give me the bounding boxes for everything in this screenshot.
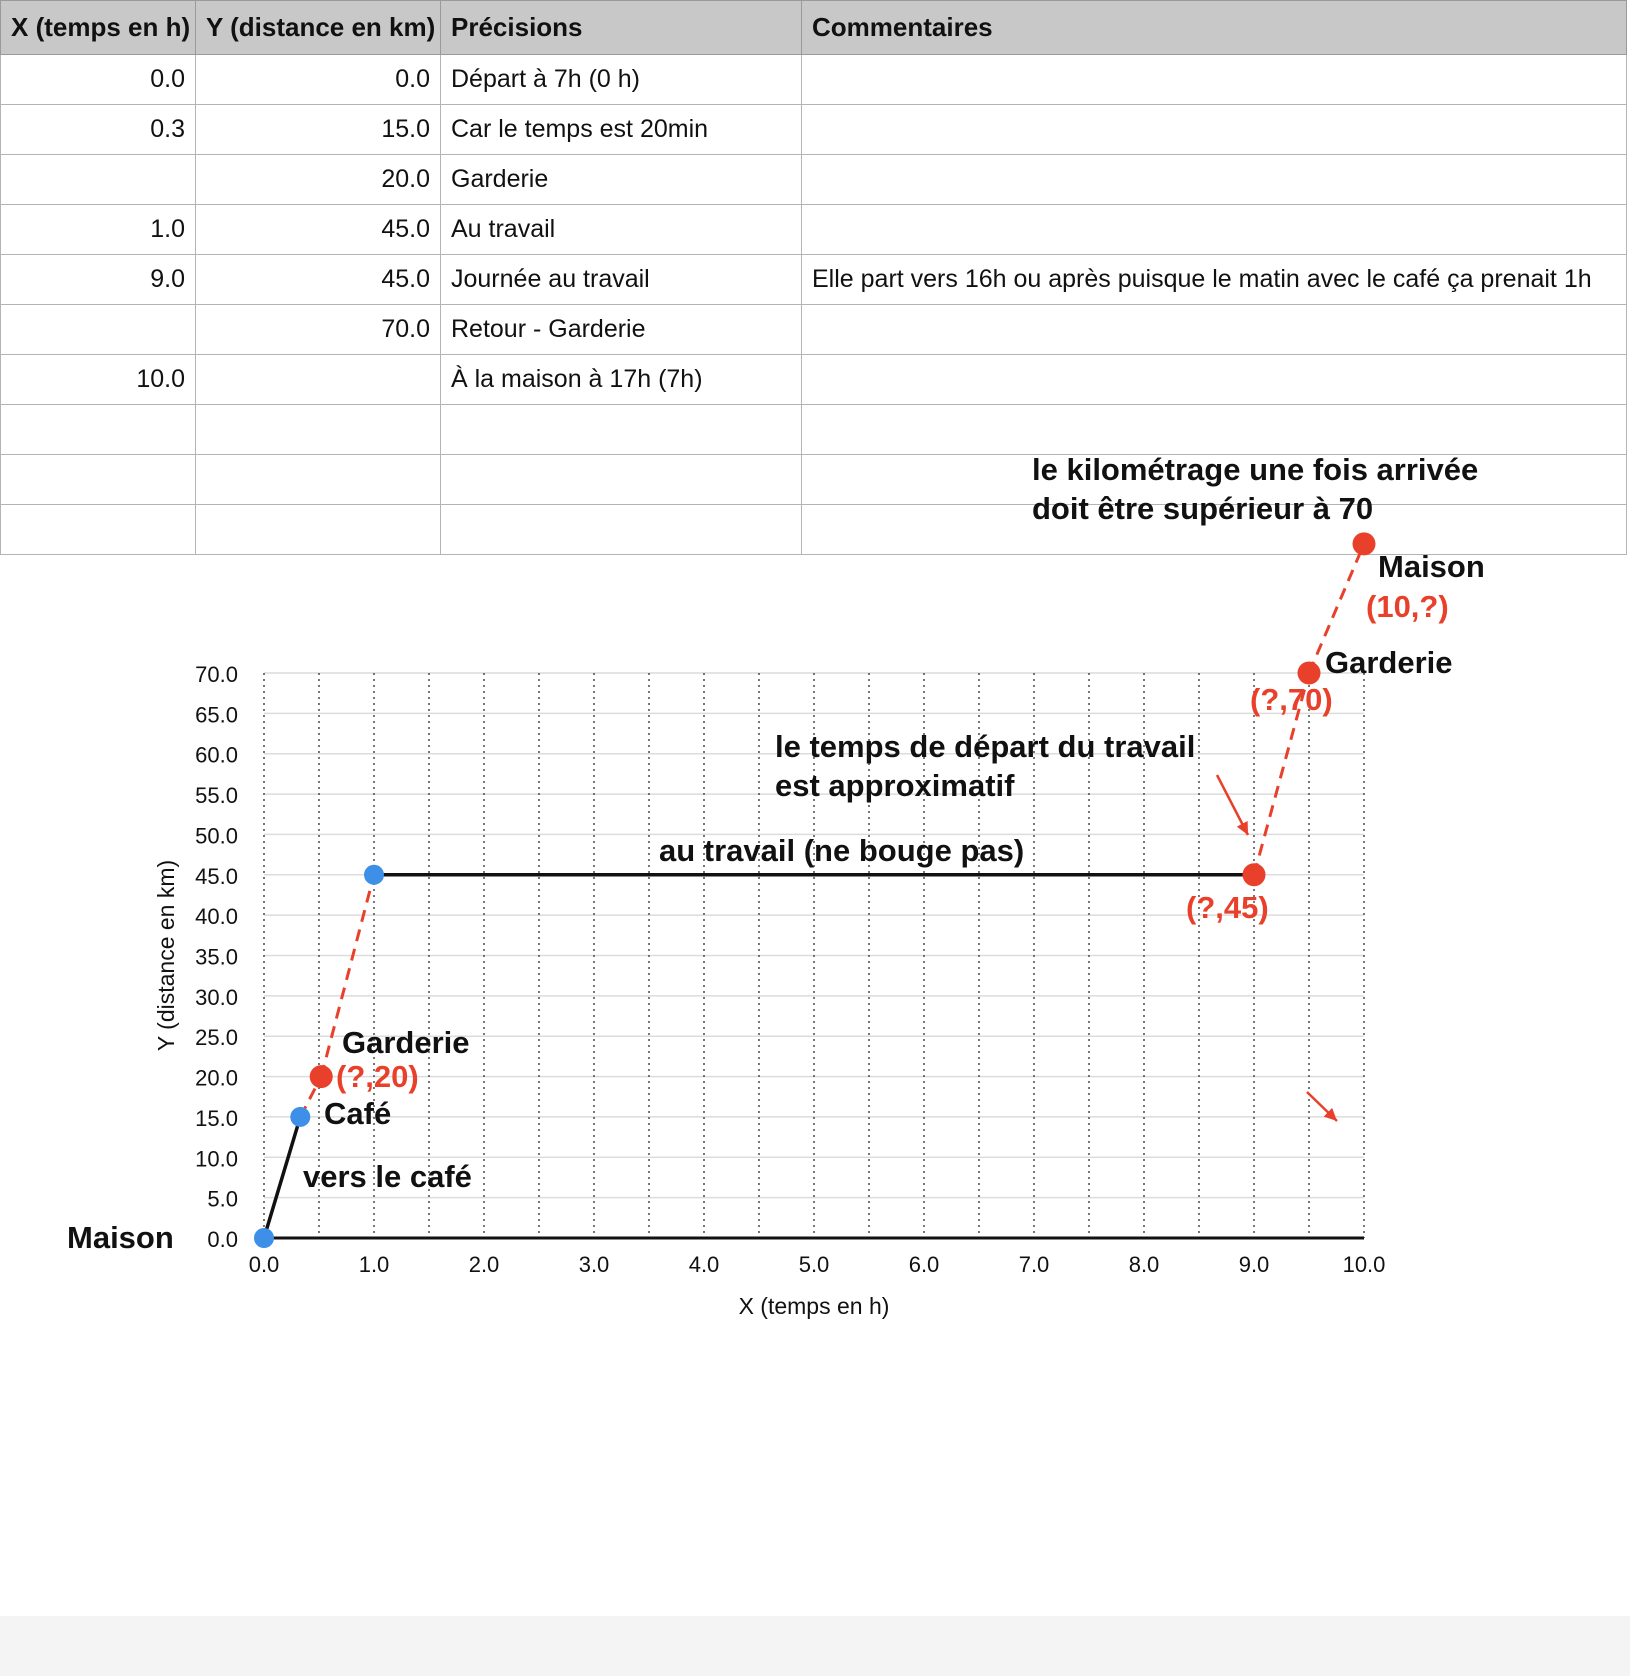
cell-commentaires[interactable] — [802, 155, 1627, 205]
depart-note-line-1: le temps de départ du travail — [775, 729, 1196, 764]
cell-precisions[interactable]: Départ à 7h (0 h) — [441, 55, 802, 105]
data-point — [290, 1107, 310, 1127]
maison-start-label: Maison — [67, 1220, 174, 1255]
cell-x[interactable] — [1, 505, 196, 555]
cell-precisions[interactable] — [441, 405, 802, 455]
data-point — [254, 1228, 274, 1248]
table-row — [1, 155, 1627, 205]
cell-precisions[interactable]: Journée au travail — [441, 255, 802, 305]
estimated-data-point — [1243, 863, 1266, 886]
cell-x[interactable] — [1, 305, 196, 355]
estimated-data-point — [1353, 532, 1376, 555]
x-tick-label: 3.0 — [578, 1252, 610, 1277]
cell-x[interactable] — [1, 155, 196, 205]
y-tick-label: 70.0 — [195, 662, 238, 687]
cell-precisions[interactable] — [441, 505, 802, 555]
garderie-evening-label: Garderie — [1325, 645, 1453, 680]
cell-y[interactable]: 45.0 — [196, 205, 441, 255]
cell-y[interactable]: 15.0 — [196, 105, 441, 155]
cell-commentaires[interactable] — [802, 405, 1627, 455]
x-tick-label: 0.0 — [248, 1252, 280, 1277]
cell-precisions[interactable]: Garderie — [441, 155, 802, 205]
column-header-y[interactable]: Y (distance en km) — [196, 1, 441, 55]
x-tick-label: 8.0 — [1128, 1252, 1160, 1277]
cell-commentaires[interactable] — [802, 105, 1627, 155]
cell-precisions[interactable]: Car le temps est 20min — [441, 105, 802, 155]
cafe-label: Café — [324, 1096, 392, 1131]
cell-x[interactable]: 9.0 — [1, 255, 196, 305]
table-row — [1, 405, 1627, 455]
column-header-x[interactable]: X (temps en h) — [1, 1, 196, 55]
y-tick-label: 35.0 — [195, 944, 238, 970]
table-row — [1, 305, 1627, 355]
y-tick-label: 45.0 — [195, 863, 238, 889]
cell-commentaires[interactable] — [802, 355, 1627, 405]
y-tick-label: 0.0 — [207, 1227, 238, 1252]
y-tick-label: 20.0 — [195, 1065, 238, 1091]
cell-y[interactable]: 20.0 — [196, 155, 441, 205]
cell-commentaires[interactable]: Elle part vers 16h ou après puisque le matin avec le café ça prenait 1h — [802, 255, 1627, 305]
cell-precisions[interactable]: Retour - Garderie — [441, 305, 802, 355]
cell-x[interactable]: 10.0 — [1, 355, 196, 405]
unknown-70-label: (?,70) — [1250, 682, 1333, 717]
cell-x[interactable] — [1, 405, 196, 455]
cell-y[interactable] — [196, 355, 441, 405]
cell-commentaires[interactable] — [802, 305, 1627, 355]
cell-y[interactable]: 70.0 — [196, 305, 441, 355]
x-tick-label: 9.0 — [1238, 1252, 1270, 1277]
y-tick-label: 15.0 — [195, 1105, 238, 1131]
unknown-10-label: (10,?) — [1366, 589, 1449, 624]
vers-le-cafe-label: vers le café — [303, 1159, 472, 1194]
column-header-precisions[interactable]: Précisions — [441, 1, 802, 55]
table-row — [1, 205, 1627, 255]
header-row — [1, 1, 1627, 55]
table-row — [1, 55, 1627, 105]
y-tick-label: 65.0 — [195, 702, 238, 728]
y-tick-label: 50.0 — [195, 823, 238, 849]
table-row — [1, 105, 1627, 155]
cell-x[interactable]: 0.0 — [1, 55, 196, 105]
annotation-arrows — [1217, 775, 1337, 1121]
unknown-20-label: (?,20) — [336, 1059, 419, 1094]
x-tick-label: 6.0 — [908, 1252, 940, 1277]
cell-precisions[interactable] — [441, 455, 802, 505]
y-tick-label: 5.0 — [207, 1186, 238, 1212]
cell-commentaires[interactable] — [802, 55, 1627, 105]
column-header-commentaires[interactable]: Commentaires — [802, 1, 1627, 55]
x-tick-label: 10.0 — [1342, 1252, 1386, 1277]
y-tick-label: 30.0 — [195, 984, 238, 1010]
table-row — [1, 355, 1627, 405]
y-axis-title: Y (distance en km) — [153, 859, 179, 1052]
y-tick-label: 55.0 — [195, 783, 238, 809]
depart-note-line-2: est approximatif — [775, 768, 1015, 803]
y-tick-label: 25.0 — [195, 1025, 238, 1051]
cell-commentaires[interactable] — [802, 205, 1627, 255]
au-travail-label: au travail (ne bouge pas) — [659, 833, 1025, 868]
kilometrage-note-line-1: le kilométrage une fois arrivée — [1032, 452, 1479, 487]
y-tick-label: 60.0 — [195, 742, 238, 768]
distance-time-chart — [0, 452, 1630, 1460]
cell-y[interactable] — [196, 405, 441, 455]
cell-precisions[interactable]: Au travail — [441, 205, 802, 255]
cell-x[interactable]: 0.3 — [1, 105, 196, 155]
y-tick-label: 40.0 — [195, 904, 238, 930]
y-tick-label: 10.0 — [195, 1146, 238, 1172]
cell-x[interactable] — [1, 455, 196, 505]
x-tick-label: 2.0 — [468, 1252, 500, 1277]
x-tick-label: 7.0 — [1018, 1252, 1050, 1277]
unknown-45-label: (?,45) — [1186, 890, 1269, 925]
kilometrage-note-line-2: doit être supérieur à 70 — [1032, 491, 1374, 526]
cell-y[interactable]: 45.0 — [196, 255, 441, 305]
cell-precisions[interactable]: À la maison à 17h (7h) — [441, 355, 802, 405]
page-footer-strip — [0, 1616, 1630, 1676]
chart-axes — [153, 662, 1385, 1319]
cell-y[interactable] — [196, 505, 441, 555]
x-axis-title: X (temps en h) — [738, 1293, 890, 1319]
data-point — [364, 865, 384, 885]
cell-x[interactable]: 1.0 — [1, 205, 196, 255]
estimated-data-point — [310, 1065, 333, 1088]
table-row — [1, 505, 1627, 555]
x-tick-label: 5.0 — [798, 1252, 830, 1277]
maison-end-label: Maison — [1378, 549, 1485, 584]
cell-y[interactable] — [196, 455, 441, 505]
cell-y[interactable]: 0.0 — [196, 55, 441, 105]
garderie-morning-label: Garderie — [342, 1025, 470, 1060]
line-segment — [264, 1117, 300, 1238]
x-tick-label: 1.0 — [358, 1252, 390, 1277]
table-row — [1, 255, 1627, 305]
x-tick-label: 4.0 — [688, 1252, 720, 1277]
chart-labels — [67, 452, 1485, 1255]
